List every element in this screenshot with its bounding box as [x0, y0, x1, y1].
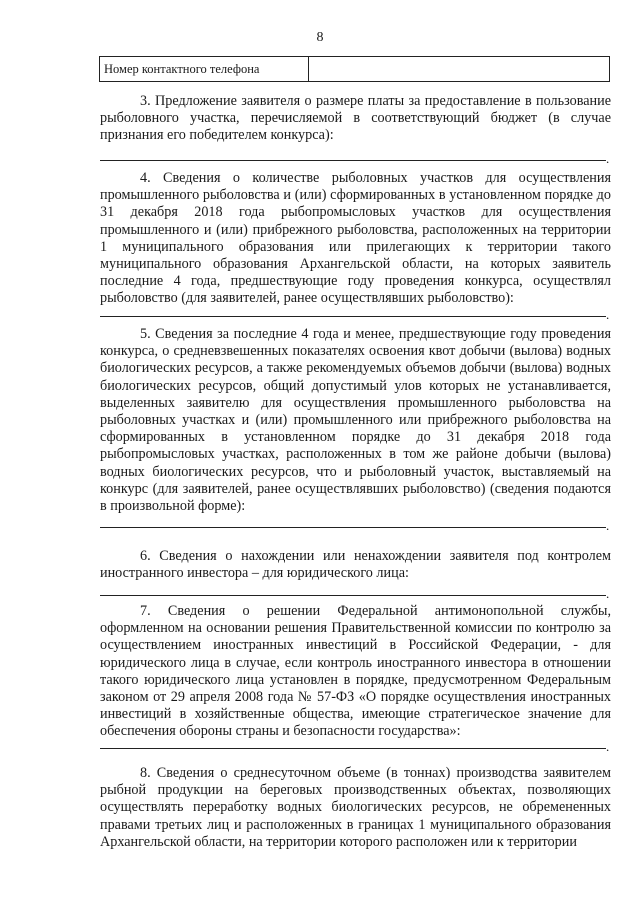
- contact-phone-label: Номер контактного телефона: [100, 57, 309, 82]
- paragraph-5: [100, 326, 611, 515]
- paragraph-4-text: 4. Сведения о количестве рыболовных участков для осуществления промышленного рыболовства и (или) сформированных в установленном порядке до 31 декабря 2018 года рыбопромысловых участков для осуществления промышленного и (или) прибрежного рыболовства, расположенных на территории 1 муниципального образования или прилегающих к территории такого муниципального образования Архангельской области, на которых заявитель последние 4 года, предшествующие году проведения конкурса, осуществлял рыболовство (для заявителей, ранее осуществлявших рыболовство):: [100, 170, 611, 307]
- page-number: 8: [316, 30, 324, 45]
- answer-line-5: [100, 527, 606, 528]
- answer-line-3-end: .: [606, 151, 610, 166]
- paragraph-6: [100, 548, 611, 582]
- paragraph-4: [100, 170, 611, 308]
- answer-line-4-end: .: [606, 307, 610, 322]
- paragraph-3: [100, 93, 611, 145]
- paragraph-6-text: 6. Сведения о нахождении или ненахождении заявителя под контролем иностранного инвестора – для юридического лица:: [100, 548, 611, 582]
- paragraph-7-text: 7. Сведения о решении Федеральной антимонопольной службы, оформленном на основании решения Правительственной комиссии по контролю за осуществлением иностранных инвестиций в Российской Федерации, - для юридического лица в случае, если контроль иностранного инвестора в отношении такого юридического лица установлен в порядке, предусмотренном Федеральным законом от 29 апреля 2008 года № 57-ФЗ «О порядке осуществления иностранных инвестиций в хозяйственные общества, имеющие стратегическое значение для обеспечения обороны страны и безопасности государства»:: [100, 603, 611, 740]
- paragraph-3-text: 3. Предложение заявителя о размере платы за предоставление в пользование рыболовного участка, перечисляемой в соответствующий бюджет (в случае признания его победителем конкурса):: [100, 93, 611, 144]
- answer-line-6-end: .: [606, 586, 610, 601]
- paragraph-5-text: 5. Сведения за последние 4 года и менее, предшествующие году проведения конкурса, о средневзвешенных показателях освоения квот добычи (вылова) водных биологических ресурсов, а также рекомендуемых объемов добычи (вылова) водных биологических ресурсов, общий допустимый улов которых не устанавливается, выделенных заявителю для осуществления промышленного рыболовства на рыболовных участках и (или) промышленного или прибрежного рыболовства на сформированных в установленном порядке до 31 декабря 2018 года рыбопромысловых участках, расположенных в том же районе добычи (вылова) водных биологических ресурсов, что и рыболовный участок, выставляемый на конкурс (для заявителей, ранее осуществлявших рыболовство) (сведения подаются в произвольной форме):: [100, 326, 611, 515]
- answer-line-7: [100, 748, 606, 749]
- paragraph-7: [100, 603, 611, 741]
- answer-line-4: [100, 316, 606, 317]
- paragraph-8-text: 8. Сведения о среднесуточном объеме (в тоннах) производства заявителем рыбной продукции на береговых производственных объектах, позволяющих осуществлять переработку водных биологических ресурсов, не обремененных правами третьих лиц и расположенных в границах 1 муниципального образования Архангельской области, на территории которого расположен или к территории: [100, 765, 611, 850]
- contact-phone-table: [99, 56, 610, 82]
- paragraph-8: [100, 765, 611, 851]
- answer-line-7-end: .: [606, 739, 610, 754]
- contact-phone-value: [309, 57, 610, 82]
- answer-line-6: [100, 595, 606, 596]
- answer-line-5-end: .: [606, 518, 610, 533]
- answer-line-3: [100, 160, 606, 161]
- table-row: [100, 57, 610, 82]
